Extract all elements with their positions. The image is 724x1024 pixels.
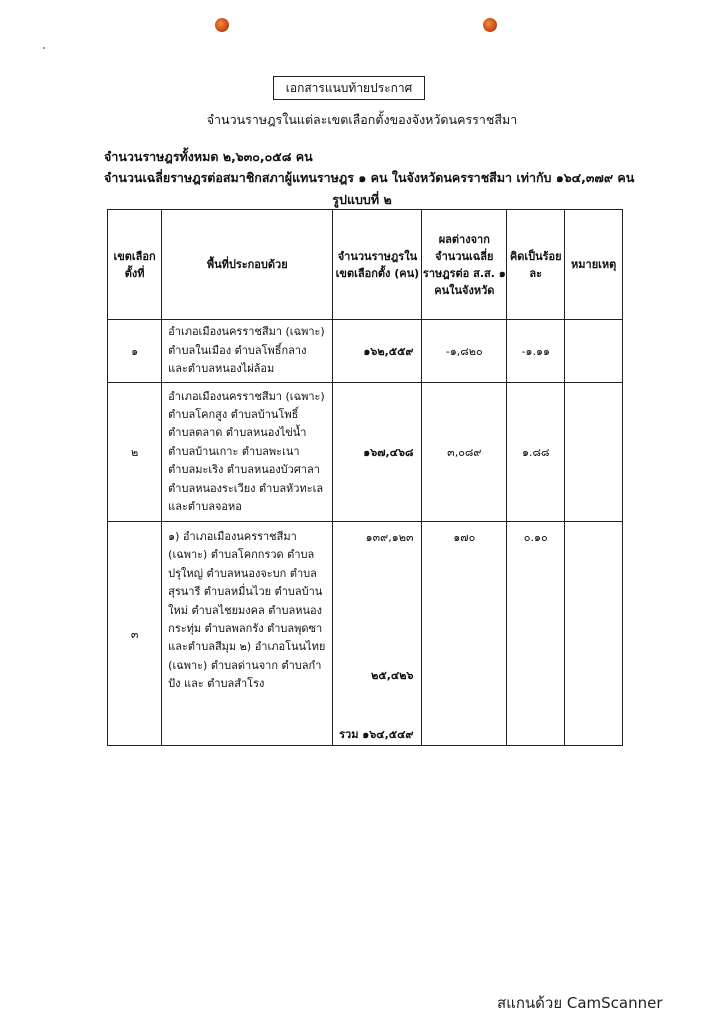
row3-population-part1: ๑๓๙,๑๒๓ <box>365 531 414 544</box>
document-subtitle: จำนวนราษฎรในแต่ละเขตเลือกตั้งของจังหวัดนครราชสีมา <box>206 112 518 127</box>
table-row <box>108 383 623 522</box>
row1-population: ๑๖๒,๕๕๙ <box>333 320 422 383</box>
row2-difference: ๓,๐๘๙ <box>422 383 507 522</box>
row3-population-cell <box>333 522 422 746</box>
row1-district: ๑ <box>108 320 162 383</box>
row1-difference: -๑,๘๒๐ <box>422 320 507 383</box>
total-population-line: จำนวนราษฎรทั้งหมด ๒,๖๓๐,๐๕๘ คน <box>104 149 313 164</box>
scan-speck <box>43 47 45 49</box>
row3-population-stack <box>333 522 421 745</box>
row2-population: ๑๖๗,๔๖๘ <box>333 383 422 522</box>
table-row <box>108 522 623 746</box>
district-table <box>107 209 623 746</box>
row3-district: ๓ <box>108 522 162 746</box>
row1-remark <box>565 320 623 383</box>
attachment-label-box: เอกสารแนบท้ายประกาศ <box>273 76 425 100</box>
row3-remark <box>565 522 623 746</box>
form-title: รูปแบบที่ ๒ <box>332 192 392 207</box>
row3-population-part2: ๒๕,๔๒๖ <box>371 669 414 682</box>
table-header-row <box>108 210 623 320</box>
row3-area: ๑) อำเภอเมืองนครราชสีมา (เฉพาะ) ตำบลโคกกรวด ตำบลปรุใหญ่ ตำบลหนองจะบก ตำบลสุรนารี ตำบลหมื่นไวย ตำบลบ้านใหม่ ตำบลไชยมงคล ตำบลหนองกระทุ่ม ตำบลพลกรัง ตำบลพุดซา และตำบลสีมุม ๒) อำเภอโนนไทย (เฉพาะ) ตำบลด่านจาก ตำบลกำปัง และ ตำบลสำโรง <box>162 522 333 746</box>
header-difference: ผลต่างจากจำนวนเฉลี่ยราษฎรต่อ ส.ส. ๑ คนในจังหวัด <box>422 210 507 320</box>
row2-district: ๒ <box>108 383 162 522</box>
row2-percent: ๑.๘๘ <box>507 383 565 522</box>
header-population: จำนวนราษฎรในเขตเลือกตั้ง (คน) <box>333 210 422 320</box>
row2-remark <box>565 383 623 522</box>
row1-area: อำเภอเมืองนครราชสีมา (เฉพาะ) ตำบลในเมือง ตำบลโพธิ์กลาง และตำบลหนองไผ่ล้อม <box>162 320 333 383</box>
average-population-line: จำนวนเฉลี่ยราษฎรต่อสมาชิกสภาผู้แทนราษฎร ๑ คน ในจังหวัดนครราชสีมา เท่ากับ ๑๖๔,๓๗๙ คน <box>104 170 635 185</box>
punch-hole-left <box>215 18 229 32</box>
header-percent: คิดเป็นร้อยละ <box>507 210 565 320</box>
header-district: เขตเลือกตั้งที่ <box>108 210 162 320</box>
header-area: พื้นที่ประกอบด้วย <box>162 210 333 320</box>
row3-percent: ๐.๑๐ <box>507 522 565 746</box>
table-row <box>108 320 623 383</box>
row1-percent: -๑.๑๑ <box>507 320 565 383</box>
row3-population-total: รวม ๑๖๔,๕๔๙ <box>339 728 414 741</box>
camscanner-watermark: สแกนด้วย CamScanner <box>497 994 663 1012</box>
row2-area: อำเภอเมืองนครราชสีมา (เฉพาะ) ตำบลโคกสูง ตำบลบ้านโพธิ์ ตำบลตลาด ตำบลหนองไข่น้ำ ตำบลบ้านเกาะ ตำบลพะเนา ตำบลมะเริง ตำบลหนองบัวศาลา ตำบลหนองระเวียง ตำบลหัวทะเล และตำบลจอหอ <box>162 383 333 522</box>
row3-difference: ๑๗๐ <box>422 522 507 746</box>
header-remark: หมายเหตุ <box>565 210 623 320</box>
punch-hole-right <box>483 18 497 32</box>
